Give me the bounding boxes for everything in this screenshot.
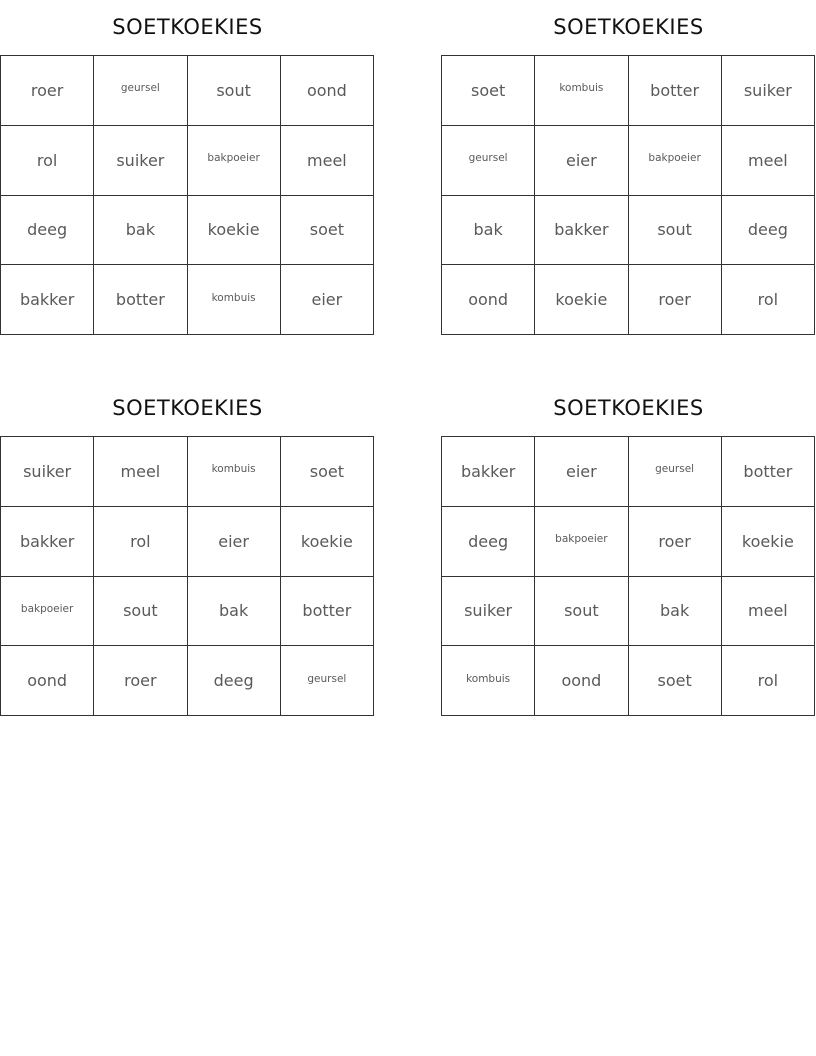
bingo-cell: kombuis (188, 437, 281, 507)
bingo-grid (441, 436, 815, 716)
bingo-cell: koekie (281, 507, 374, 577)
bingo-cell: bak (94, 196, 187, 266)
card-title: SOETKOEKIES (553, 396, 704, 420)
bingo-cell: geursel (94, 56, 187, 126)
bingo-cell: bakpoeier (188, 126, 281, 196)
bingo-cell: rol (94, 507, 187, 577)
card-title: SOETKOEKIES (112, 396, 263, 420)
bingo-grid (0, 436, 374, 716)
bingo-cell: kombuis (188, 265, 281, 335)
bingo-cell: botter (94, 265, 187, 335)
bingo-cell: meel (722, 577, 815, 647)
bingo-cell: meel (94, 437, 187, 507)
bingo-cell: deeg (188, 646, 281, 716)
bingo-cell: rol (722, 265, 815, 335)
bingo-cell: suiker (1, 437, 94, 507)
bingo-grid (0, 55, 374, 335)
bingo-cell: koekie (188, 196, 281, 266)
bingo-cell: roer (629, 507, 722, 577)
bingo-cell: eier (188, 507, 281, 577)
bingo-cell: suiker (722, 56, 815, 126)
bingo-cell: geursel (442, 126, 535, 196)
bingo-cell: botter (629, 56, 722, 126)
bingo-cell: soet (629, 646, 722, 716)
bingo-cell: kombuis (442, 646, 535, 716)
bingo-cell: oond (535, 646, 628, 716)
bingo-grid (441, 55, 815, 335)
bingo-cell: eier (281, 265, 374, 335)
bingo-cell: sout (188, 56, 281, 126)
bingo-cell: bakker (535, 196, 628, 266)
bingo-cell: bak (629, 577, 722, 647)
bingo-cell: sout (535, 577, 628, 647)
bingo-cell: bakker (1, 265, 94, 335)
bingo-cell: roer (1, 56, 94, 126)
bingo-cell: koekie (722, 507, 815, 577)
bingo-cell: eier (535, 437, 628, 507)
bingo-cell: suiker (94, 126, 187, 196)
bingo-cell: oond (281, 56, 374, 126)
bingo-cell: meel (722, 126, 815, 196)
bingo-cell: rol (722, 646, 815, 716)
bingo-cell: geursel (629, 437, 722, 507)
card-title: SOETKOEKIES (112, 15, 263, 39)
bingo-cell: koekie (535, 265, 628, 335)
bingo-cell: kombuis (535, 56, 628, 126)
bingo-cell: botter (281, 577, 374, 647)
bingo-cell: roer (629, 265, 722, 335)
bingo-cell: bakpoeier (1, 577, 94, 647)
bingo-cell: sout (94, 577, 187, 647)
bingo-cell: botter (722, 437, 815, 507)
bingo-cell: deeg (722, 196, 815, 266)
bingo-cell: suiker (442, 577, 535, 647)
bingo-cell: rol (1, 126, 94, 196)
bingo-cell: bak (188, 577, 281, 647)
bingo-cell: roer (94, 646, 187, 716)
bingo-cell: bakpoeier (629, 126, 722, 196)
bingo-cell: geursel (281, 646, 374, 716)
bingo-cell: deeg (442, 507, 535, 577)
card-title: SOETKOEKIES (553, 15, 704, 39)
bingo-cell: bakker (442, 437, 535, 507)
bingo-cell: soet (442, 56, 535, 126)
bingo-cell: sout (629, 196, 722, 266)
bingo-cell: meel (281, 126, 374, 196)
bingo-cell: soet (281, 437, 374, 507)
bingo-cell: oond (1, 646, 94, 716)
bingo-cell: bak (442, 196, 535, 266)
bingo-cell: bakpoeier (535, 507, 628, 577)
bingo-cell: eier (535, 126, 628, 196)
bingo-cell: oond (442, 265, 535, 335)
bingo-cell: soet (281, 196, 374, 266)
bingo-cell: bakker (1, 507, 94, 577)
bingo-cell: deeg (1, 196, 94, 266)
